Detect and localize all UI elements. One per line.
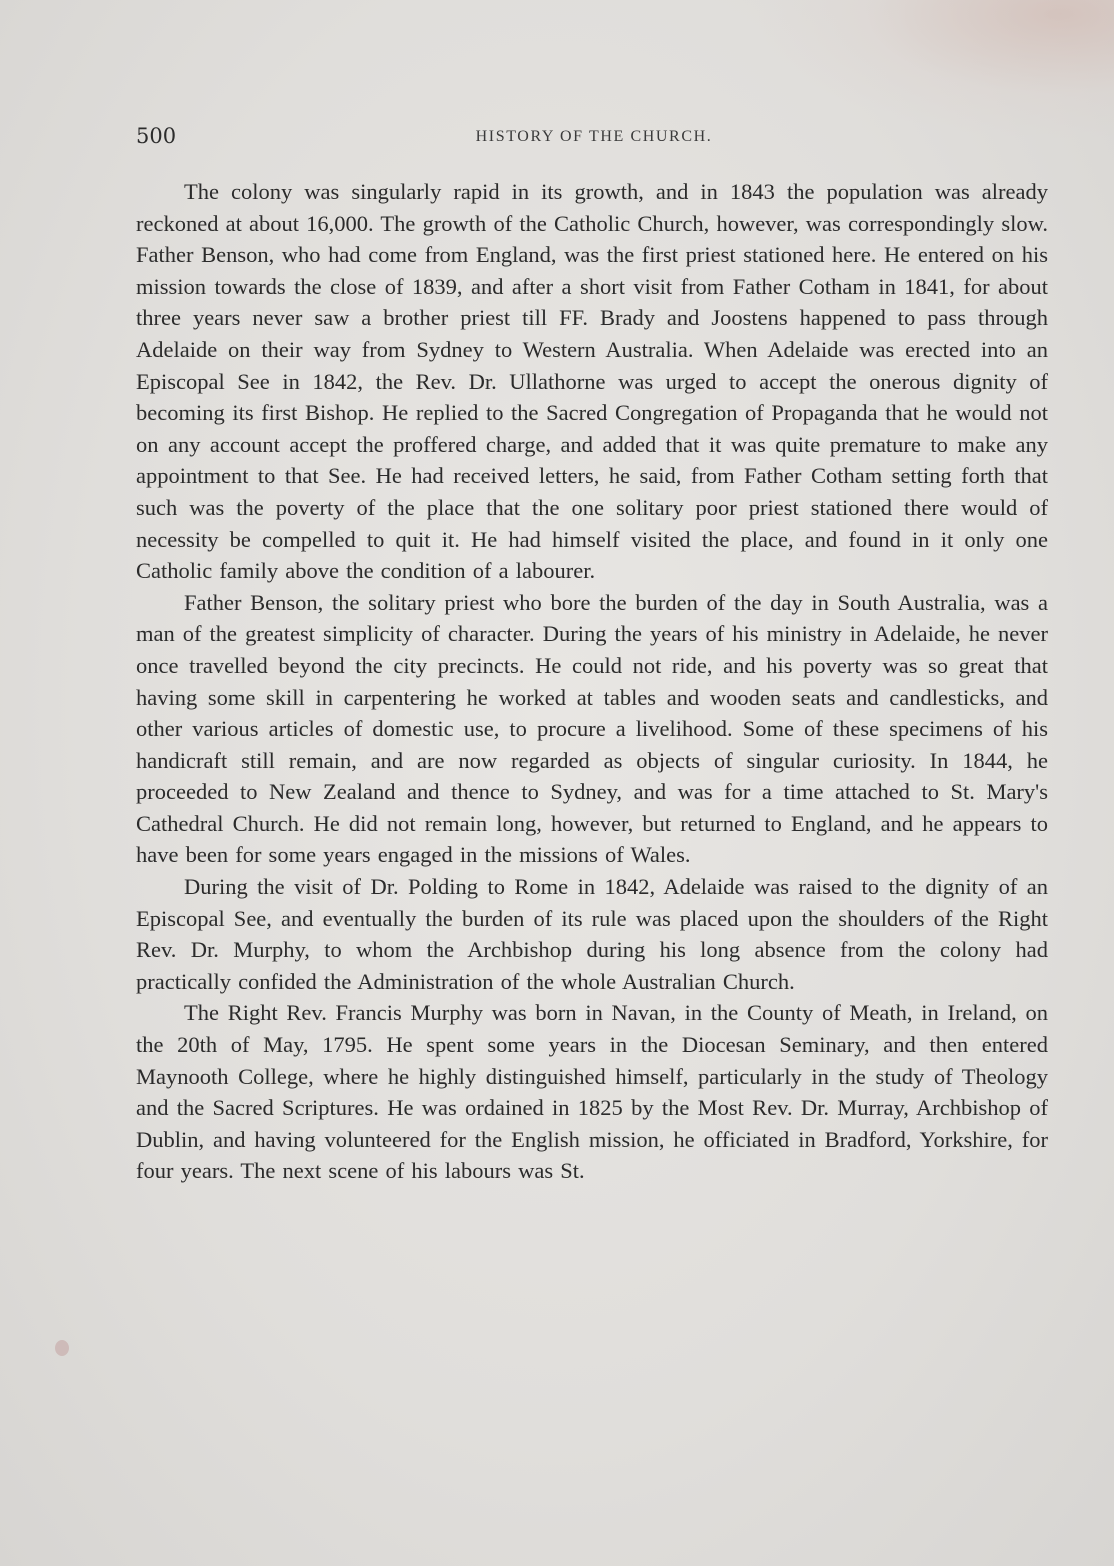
paragraph-episcopal-see: During the visit of Dr. Polding to Rome in 1842, Adelaide was raised to the dignity of an Episcopal See, and eventually the burden of its rule was placed upon the shoulders of the Right Rev. Dr. Murphy, to whom the Archbishop during his long absence from the colony had practically confided the Administration of the whole Australian Church. bbox=[136, 874, 1048, 994]
running-head: HISTORY OF THE CHURCH. bbox=[475, 128, 713, 145]
paper-stain bbox=[754, 0, 1114, 140]
paper-speck bbox=[55, 1340, 69, 1356]
body-text bbox=[136, 176, 1048, 1187]
paragraph-colony-growth: The colony was singularly rapid in its growth, and in 1843 the population was already reckoned at about 16,000. The growth of the Catholic Church, however, was correspondingly slow. Father Benson, who had come from England, was the first priest stationed here. He entered on his mission towards the close of 1839, and after a short visit from Father Cotham in 1841, for about three years never saw a brother priest till FF. Brady and Joostens happened to pass through Adelaide on their way from Sydney to Western Australia. When Adelaide was erected into an Episcopal See in 1842, the Rev. Dr. Ullathorne was urged to accept the onerous dignity of becoming its first Bishop. He replied to the Sacred Congregation of Propaganda that he would not on any account accept the proffered charge, and added that it was quite premature to make any appointment to that See. He had received letters, he said, from Father Cotham setting forth that such was the poverty of the place that the one solitary poor priest stationed there would of necessity be compelled to quit it. He had himself visited the place, and found in it only one Catholic family above the condition of a labourer. bbox=[136, 179, 1048, 584]
page-number: 500 bbox=[136, 124, 177, 148]
paragraph-father-benson: Father Benson, the solitary priest who bore the burden of the day in South Australia, was a man of the greatest simplicity of character. During the years of his ministry in Adelaide, he never once travelled beyond the city precincts. He could not ride, and his poverty was so great that having some skill in carpentering he worked at tables and wooden seats and candlesticks, and other various articles of domestic use, to procure a livelihood. Some of these specimens of his handicraft still remain, and are now regarded as objects of singular curiosity. In 1844, he proceeded to New Zealand and thence to Sydney, and was for a time attached to St. Mary's Cathedral Church. He did not remain long, however, but returned to England, and he appears to have been for some years engaged in the missions of Wales. bbox=[136, 589, 1048, 868]
page-header bbox=[136, 124, 1052, 154]
paragraph-francis-murphy: The Right Rev. Francis Murphy was born in Navan, in the County of Meath, in Ireland, on the 20th of May, 1795. He spent some years in the Diocesan Seminary, and then entered Maynooth College, where he highly distinguished himself, particularly in the study of Theology and the Sacred Scriptures. He was ordained in 1825 by the Most Rev. Dr. Murray, Archbishop of Dublin, and having volunteered for the English mission, he officiated in Bradford, Yorkshire, for four years. The next scene of his labours was St. bbox=[136, 1000, 1048, 1184]
